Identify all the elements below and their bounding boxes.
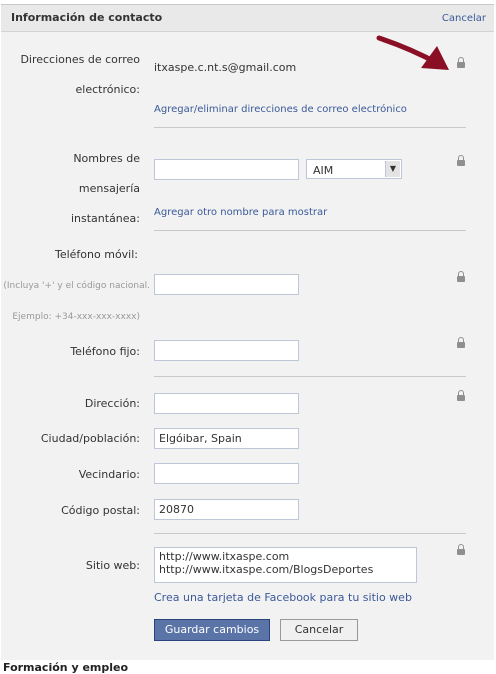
section-title: Información de contacto (11, 11, 163, 24)
next-section-title: Formación y empleo (3, 661, 129, 674)
cancel-button[interactable]: Cancelar (280, 619, 358, 641)
separator (154, 533, 466, 534)
address-label: Dirección: (84, 397, 140, 410)
add-im-link[interactable]: Agregar otro nombre para mostrar (154, 207, 328, 218)
mobile-label: Teléfono móvil: (54, 248, 138, 261)
mobile-phone-input[interactable] (154, 274, 299, 295)
email-value: itxaspe.c.nt.s@gmail.com (154, 61, 297, 74)
mobile-hint-2: Ejemplo: +34-xxx-xxx-xxxx) (12, 312, 140, 322)
city-input[interactable] (154, 428, 299, 449)
separator (154, 127, 466, 128)
neighborhood-input[interactable] (154, 463, 299, 484)
postal-code-label: Código postal: (61, 504, 140, 517)
section-header (1, 5, 494, 32)
separator (154, 376, 466, 377)
im-service-value: AIM (313, 164, 334, 177)
im-name-input[interactable] (154, 159, 299, 180)
landline-phone-input[interactable] (154, 340, 299, 361)
mobile-hint-1: (Incluya '+' y el código nacional. (3, 281, 150, 291)
landline-label: Teléfono fijo: (70, 345, 140, 358)
chevron-down-icon[interactable]: ▼ (385, 161, 400, 177)
city-label: Ciudad/población: (40, 432, 140, 445)
annotation-arrow-icon (375, 30, 455, 76)
lock-icon[interactable] (457, 342, 465, 348)
im-service-select[interactable] (306, 159, 402, 179)
separator (154, 230, 466, 231)
lock-icon[interactable] (457, 276, 465, 282)
save-changes-button[interactable]: Guardar cambios (154, 619, 270, 641)
header-cancel-link[interactable]: Cancelar (441, 13, 486, 24)
lock-icon[interactable] (457, 549, 465, 555)
lock-icon[interactable] (457, 62, 465, 68)
website-label: Sitio web: (85, 559, 140, 572)
im-label: Nombres de mensajería instantánea: (70, 152, 140, 225)
lock-icon[interactable] (457, 395, 465, 401)
website-textarea[interactable] (154, 547, 417, 583)
facebook-badge-link[interactable]: Crea una tarjeta de Facebook para tu sitio web (154, 591, 412, 604)
email-label: Direcciones de correo electrónico: (20, 53, 140, 96)
lock-icon[interactable] (457, 160, 465, 166)
manage-emails-link[interactable]: Agregar/eliminar direcciones de correo electrónico (154, 104, 407, 115)
address-input[interactable] (154, 393, 299, 414)
neighborhood-label: Vecindario: (78, 468, 140, 481)
postal-code-input[interactable] (154, 499, 299, 520)
